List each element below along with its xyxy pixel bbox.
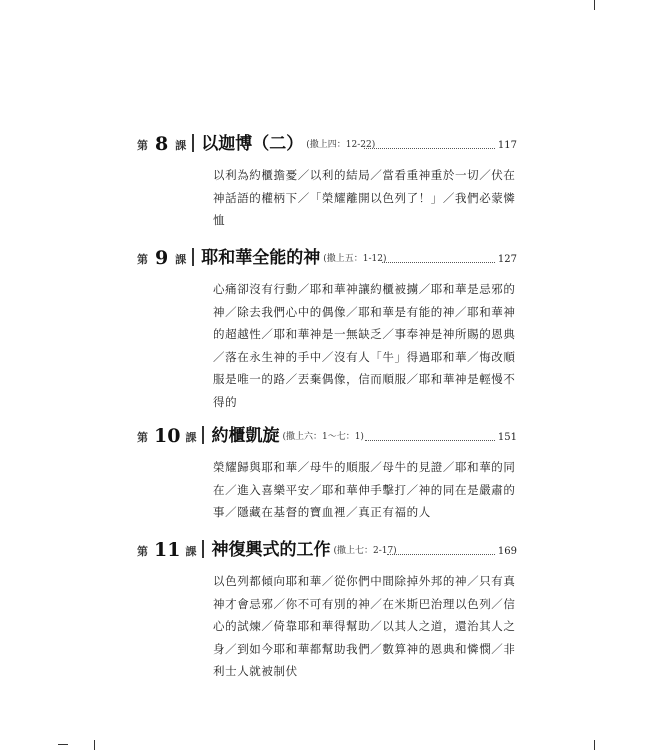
crop-mark-bottom-left [58,744,68,745]
lesson-number: 10 [154,425,181,447]
lesson-prefix: 第 [137,253,148,266]
lesson-number: 9 [155,247,169,269]
lesson-number: 11 [154,539,181,561]
scripture-reference: (撒上六：1～七：1) [282,432,364,442]
toc-entry-heading[interactable] [137,132,517,154]
toc-entry-heading[interactable] [137,538,517,560]
page-number: 117 [497,140,517,151]
leader-dots [382,262,495,263]
toc-entry-10 [137,424,517,524]
divider-bar [202,426,204,444]
crop-mark-bottom-center [94,740,95,750]
scripture-reference: (撒上四：12-22) [306,140,376,150]
lesson-title: 神復興式的工作 [211,540,331,560]
page-number: 169 [497,546,517,557]
toc-entry-8 [137,132,517,232]
divider-bar [192,134,194,152]
lesson-summary: 以利為約櫃擔憂／以利的結局／當看重神重於一切／伏在神話語的權柄下／「榮耀離開以色列了！」／我們必蒙憐恤 [213,168,516,227]
lesson-summary: 榮耀歸與耶和華／母牛的順服／母牛的見證／耶和華的同在／進入喜樂平安／耶和華伸手擊打／神的同在是嚴肅的事／隱藏在基督的寶血裡／真正有福的人 [213,460,516,519]
lesson-suffix: 課 [185,545,197,558]
divider-bar [202,540,204,558]
leader-dots [387,554,495,555]
toc-entry-9 [137,246,517,413]
leader-dots [364,148,495,149]
toc-entry-heading[interactable] [137,246,517,268]
lesson-title: 耶和華全能的神 [201,248,321,268]
lesson-title: 約櫃凱旋 [211,426,280,446]
lesson-prefix: 第 [137,545,148,558]
scripture-reference: (撒上五：1-12) [323,254,387,264]
crop-mark-bottom-right [594,740,595,750]
page-number: 127 [497,254,517,265]
lesson-number: 8 [155,133,169,155]
lesson-title: 以迦博（二） [201,134,304,154]
toc-entry-11 [137,538,517,683]
lesson-suffix: 課 [185,431,197,444]
divider-bar [192,248,194,266]
lesson-prefix: 第 [137,139,148,152]
lesson-summary: 心痛卻沒有行動／耶和華神讓約櫃被擄／耶和華是忌邪的神／除去我們心中的偶像／耶和華是有能的神／耶和華神的超越性／耶和華神是一無缺乏／事奉神是神所賜的恩典／落在永生神的手中／沒有人「牛」得過耶和華／悔改順服是唯一的路／丟棄偶像，信而順服／耶和華神是輕慢不得的 [213,282,516,409]
lesson-prefix: 第 [137,431,148,444]
leader-dots [365,440,495,441]
toc-entry-heading[interactable] [137,424,517,446]
page-number: 151 [497,432,517,443]
scripture-reference: (撒上七：2-17) [333,546,397,556]
lesson-suffix: 課 [175,253,187,266]
crop-mark-top [594,0,595,10]
lesson-suffix: 課 [175,139,187,152]
lesson-summary: 以色列都傾向耶和華／從你們中間除掉外邦的神／只有真神才會忌邪／你不可有別的神／在米斯巴治理以色列／信心的試煉／倚靠耶和華得幫助／以其人之道，還治其人之身／到如今耶和華都幫助我們／數算神的恩典和憐憫／非利士人就被制伏 [213,574,516,678]
